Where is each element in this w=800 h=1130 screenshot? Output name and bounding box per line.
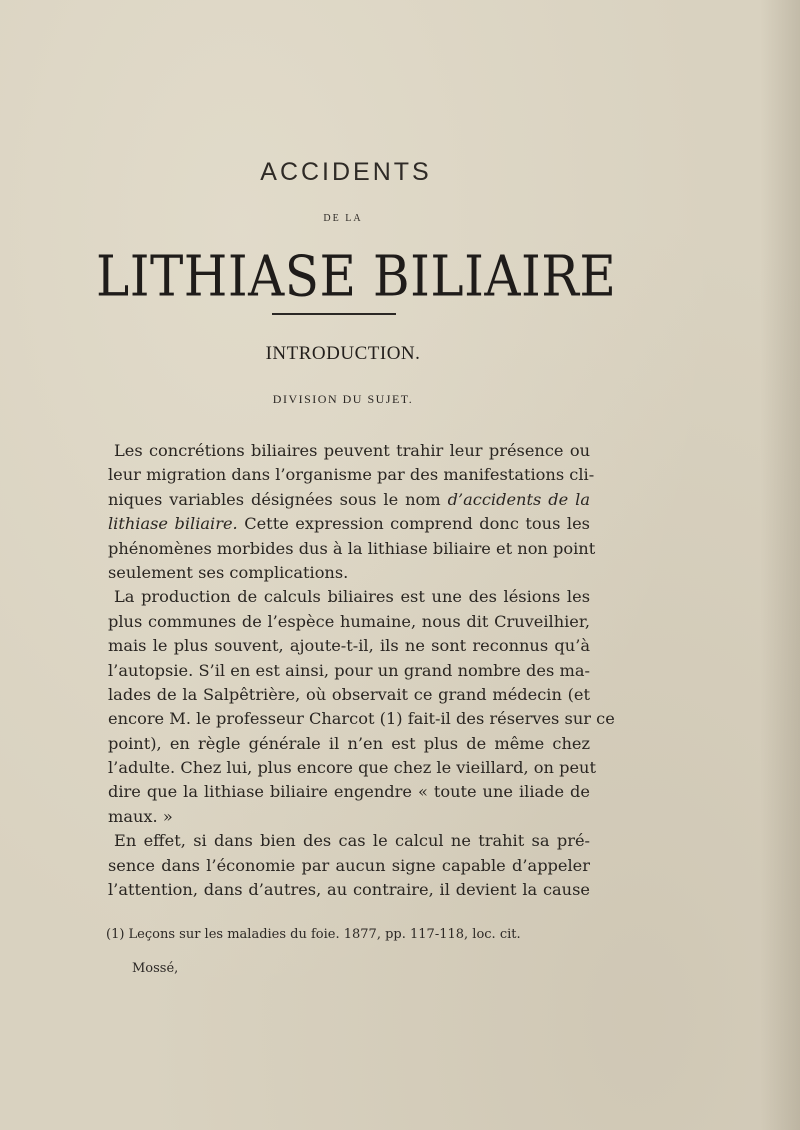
p1-line4-text: Cette expression comprend donc tous les [237,514,590,534]
main-title: LITHIASE BILIAIRE [96,244,617,309]
p2-line4: l’autopsie. S’il en est ainsi, pour un grand nombre des ma- [108,660,590,680]
p1-line4-italic: lithiase biliaire. [108,514,238,534]
p3-line1: En effet, si dans bien des cas le calcul ne trahit sa pré- [114,831,590,851]
title-accidents [0,158,696,187]
footnote: (1) Leçons sur les maladies du foie. 1877, pp. 117-118, loc. cit. [106,927,521,942]
section-heading: INTRODUCTION. [265,343,421,364]
p1-line3-text: niques variables désignées sous le nom [108,489,448,509]
p3-line2: sence dans l’économie par aucun signe capable d’appeler [108,855,590,875]
p3-line3: l’attention, dans d’autres, au contraire, il devient la cause [108,880,590,900]
p2-line3: mais le plus souvent, ajoute-t-il, ils ne sont reconnus qu’à [108,636,590,656]
p2-line8: l’adulte. Chez lui, plus encore que chez le vieillard, on peut [108,758,596,778]
p2-line1: La production de calculs biliaires est une des lésions les [114,587,590,607]
p1-line5: phénomènes morbides dus à la lithiase biliaire et non point [108,538,596,558]
p2-line6: encore M. le professeur Charcot (1) fait-il des réserves sur ce [108,709,615,729]
p2-line9: dire que la lithiase biliaire engendre « toute une iliade de [108,782,590,802]
p1-line1: Les concrétions biliaires peuvent trahir leur présence ou [114,441,590,460]
p1-line3 [108,488,590,512]
page-edge-shadow [760,0,800,1130]
p1-line3-italic: d’accidents de la [447,489,590,509]
p2-line2: plus communes de l’espèce humaine, nous dit Cruveilhier, [108,611,590,631]
p1-line2: leur migration dans l’organisme par des manifestations cli- [108,465,595,485]
title-accidents-text: ACCIDENTS [260,158,432,186]
p1-line6: seulement ses complications. [108,562,349,582]
p2-line7: point), en règle générale il n’en est plus de même chez [108,733,590,753]
title-connector: DE LA [323,213,363,224]
p2-line10: maux. » [108,806,173,826]
p1-line4 [108,512,590,536]
body-text [108,439,615,902]
signature-mark: Mossé, [132,961,179,976]
title-divider-rule [272,313,396,315]
p2-line5: lades de la Salpêtrière, où observait ce grand médecin (et [108,684,590,704]
section-subheading: DIVISION DU SUJET. [272,392,414,406]
